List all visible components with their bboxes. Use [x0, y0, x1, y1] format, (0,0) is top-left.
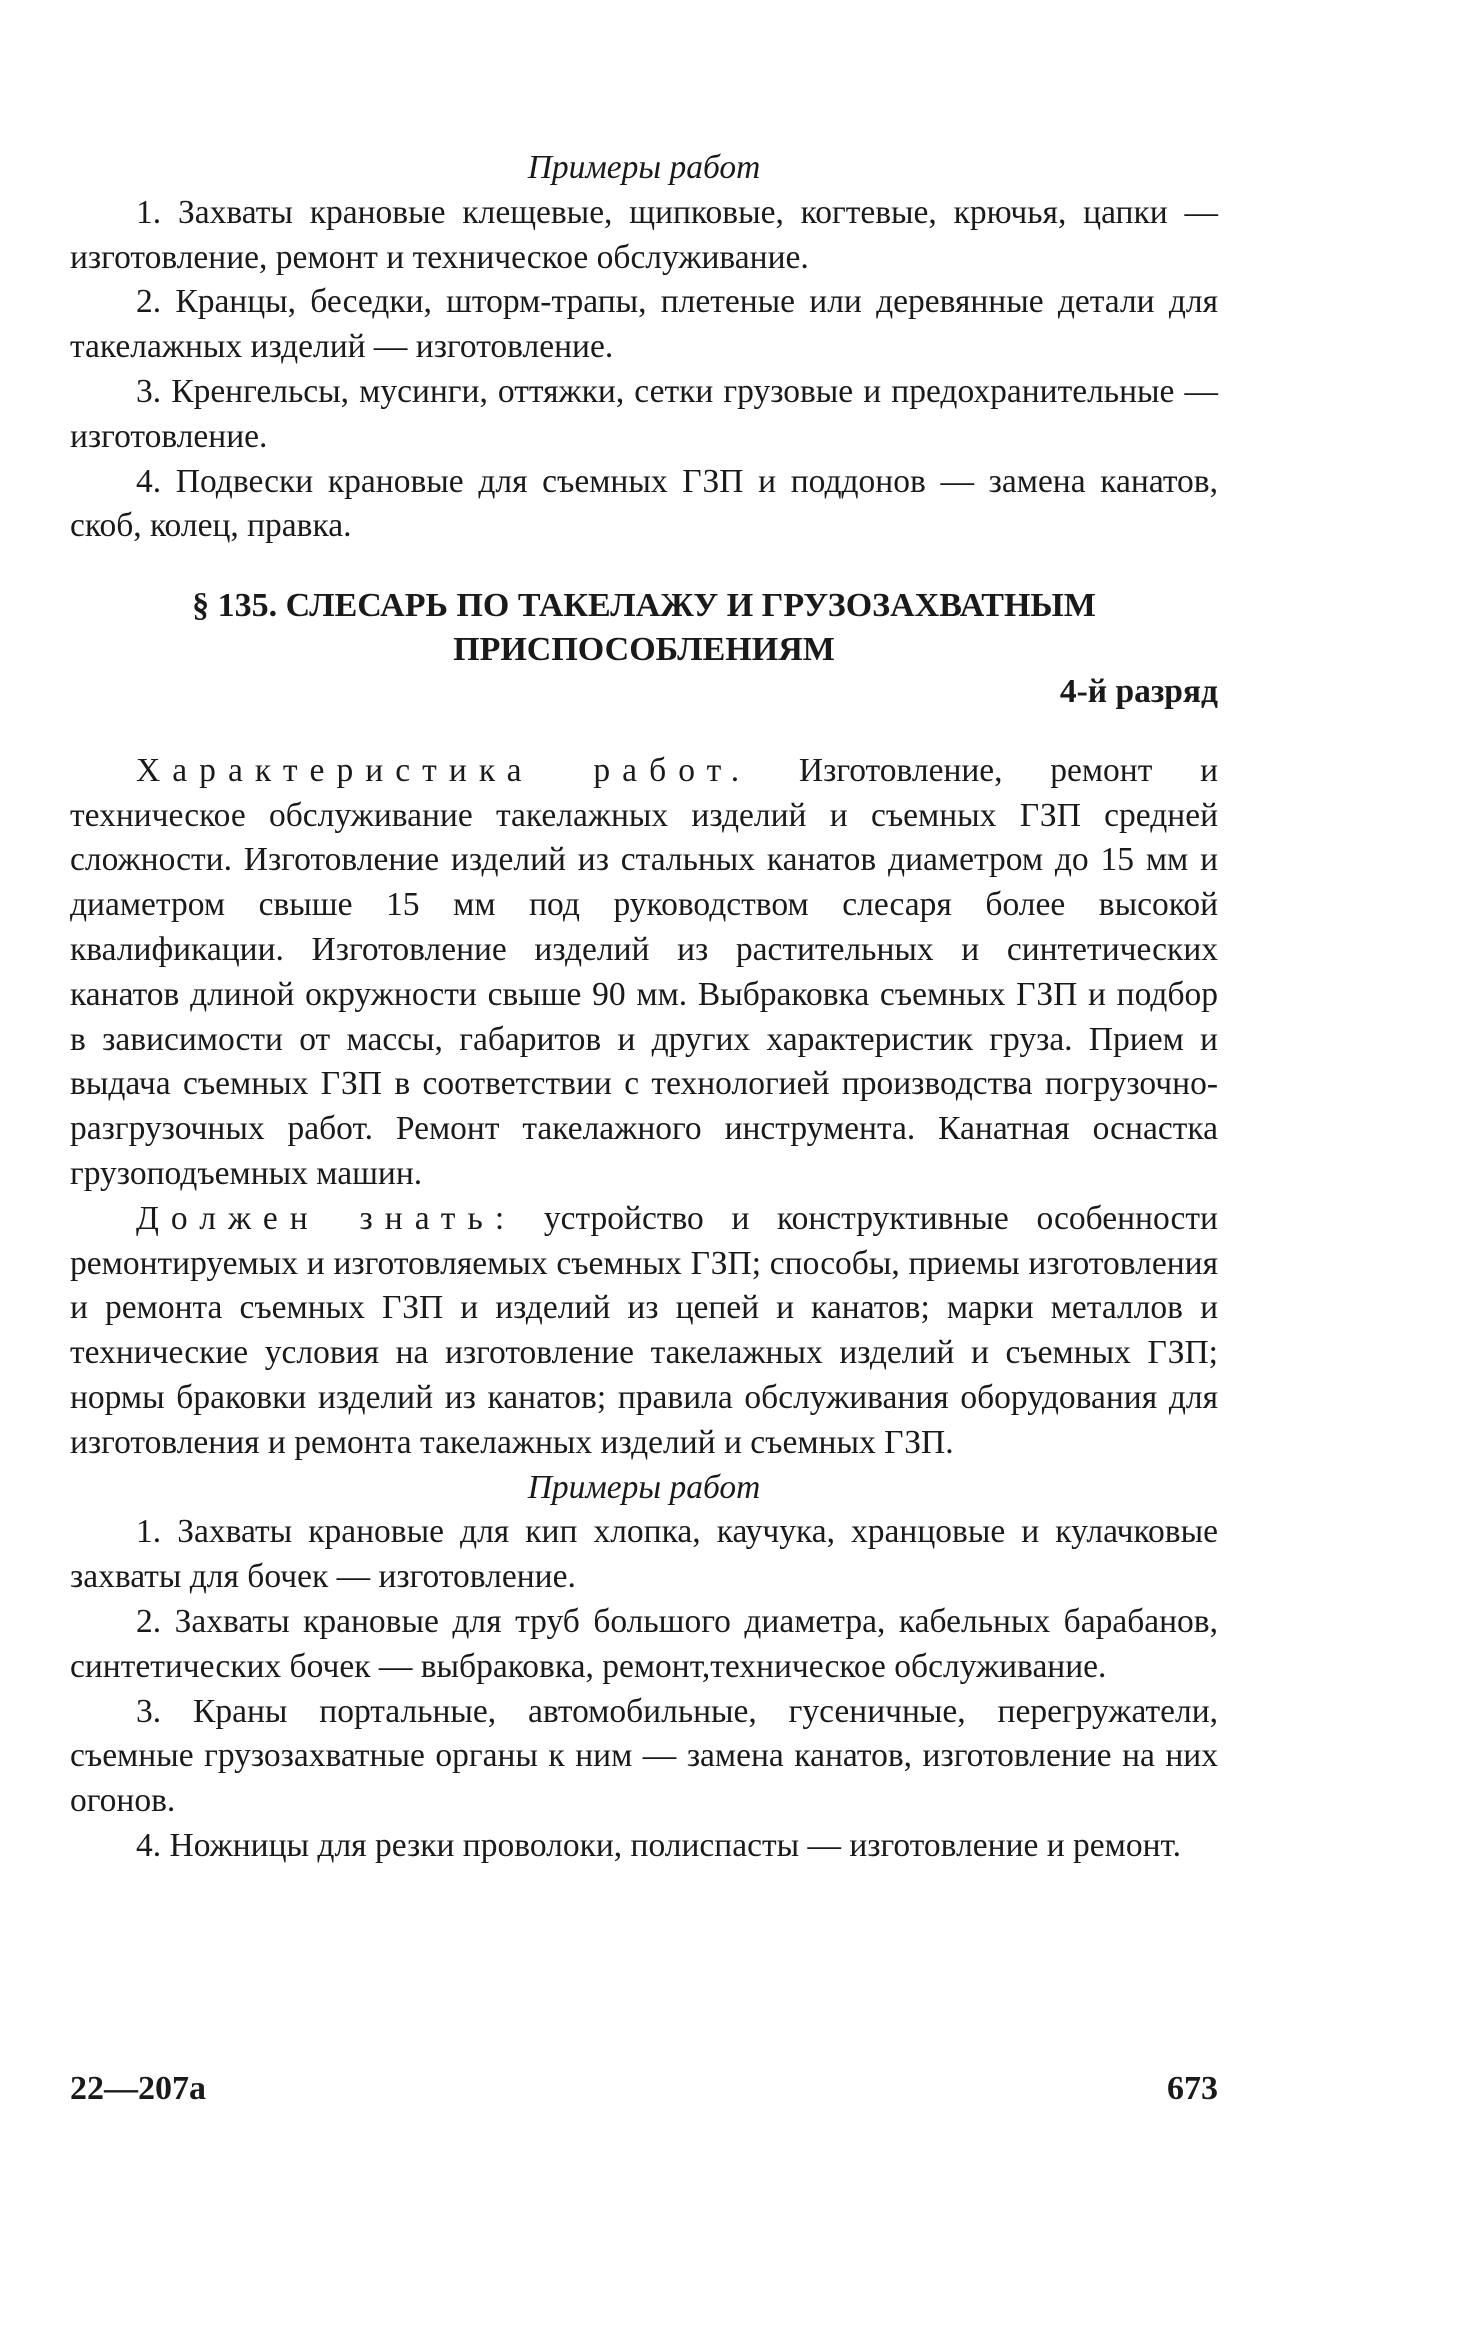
list-item: 1. Захваты крановые клещевые, щипковые, когтевые, крючья, цапки — изготовление, ремонт и техническое обслуживание.	[70, 193, 1218, 276]
characteristics-label: Характеристика работ.	[136, 751, 752, 789]
section-title-line1: § 135. СЛЕСАРЬ ПО ТАКЕЛАЖУ И ГРУЗОЗАХВАТНЫМ	[192, 587, 1096, 624]
grade-label: 4-й разряд	[1059, 673, 1218, 710]
must-know-text: устройство и конструктивные особенности ремонтируемых и изготовляемых съемных ГЗП; способы, приемы изготовления и ремонта съемных ГЗП и изделий из цепей и канатов; марки металлов и технические условия на изготовление такелажных изделий и съемных ГЗП; нормы браковки изделий из канатов; правила обслуживания оборудования для изготовления и ремонта такелажных изделий и съемных ГЗП.	[70, 1199, 1218, 1461]
section-title	[70, 584, 1218, 672]
list-item: 4. Ножницы для резки проволоки, полиспасты — изготовление и ремонт.	[136, 1826, 1182, 1864]
list-item: 2. Захваты крановые для труб большого диаметра, кабельных барабанов, синтетических бочек — выбраковка, ремонт,техническое обслуживание.	[70, 1602, 1218, 1685]
must-know-label: Должен знать:	[136, 1199, 517, 1237]
page-number: 673	[1167, 2070, 1218, 2107]
printer-signature: 22—207а	[70, 2070, 206, 2107]
examples-heading: Примеры работ	[527, 149, 761, 186]
characteristics-paragraph	[70, 749, 1218, 1197]
list-item: 2. Кранцы, беседки, шторм-трапы, плетеные или деревянные детали для такелажных изделий — изготовление.	[70, 283, 1218, 366]
list-item: 3. Кренгельсы, мусинги, оттяжки, сетки грузовые и предохранительные — изготовление.	[70, 372, 1218, 455]
examples-block-top	[70, 146, 1218, 549]
section-title-line2: ПРИСПОСОБЛЕНИЯМ	[453, 631, 835, 668]
examples-heading: Примеры работ	[527, 1468, 761, 1506]
section-body	[70, 670, 1218, 1869]
must-know-paragraph	[70, 1197, 1218, 1466]
characteristics-text: Изготовление, ремонт и техническое обслуживание такелажных изделий и съемных ГЗП средней сложности. Изготовление изделий из стальных канатов диаметром до 15 мм и диаметром свыше 15 мм под руководством слесаря более высокой квалификации. Изготовление изделий из растительных и синтетических канатов длиной окружности свыше 90 мм. Выбраковка съемных ГЗП и подбор в зависимости от массы, габаритов и других характеристик груза. Прием и выдача съемных ГЗП в соответствии с технологией производства погрузочно-разгрузочных работ. Ремонт такелажного инструмента. Канатная оснастка грузоподъемных машин.	[70, 751, 1218, 1192]
list-item: 1. Захваты крановые для кип хлопка, каучука, хранцовые и кулачковые захваты для бочек — изготовление.	[70, 1513, 1218, 1596]
list-item: 4. Подвески крановые для съемных ГЗП и поддонов — замена канатов, скоб, колец, правка.	[70, 462, 1218, 545]
list-item: 3. Краны портальные, автомобильные, гусеничные, перегружатели, съемные грузозахватные органы к ним — замена канатов, изготовление на них огонов.	[70, 1692, 1218, 1820]
